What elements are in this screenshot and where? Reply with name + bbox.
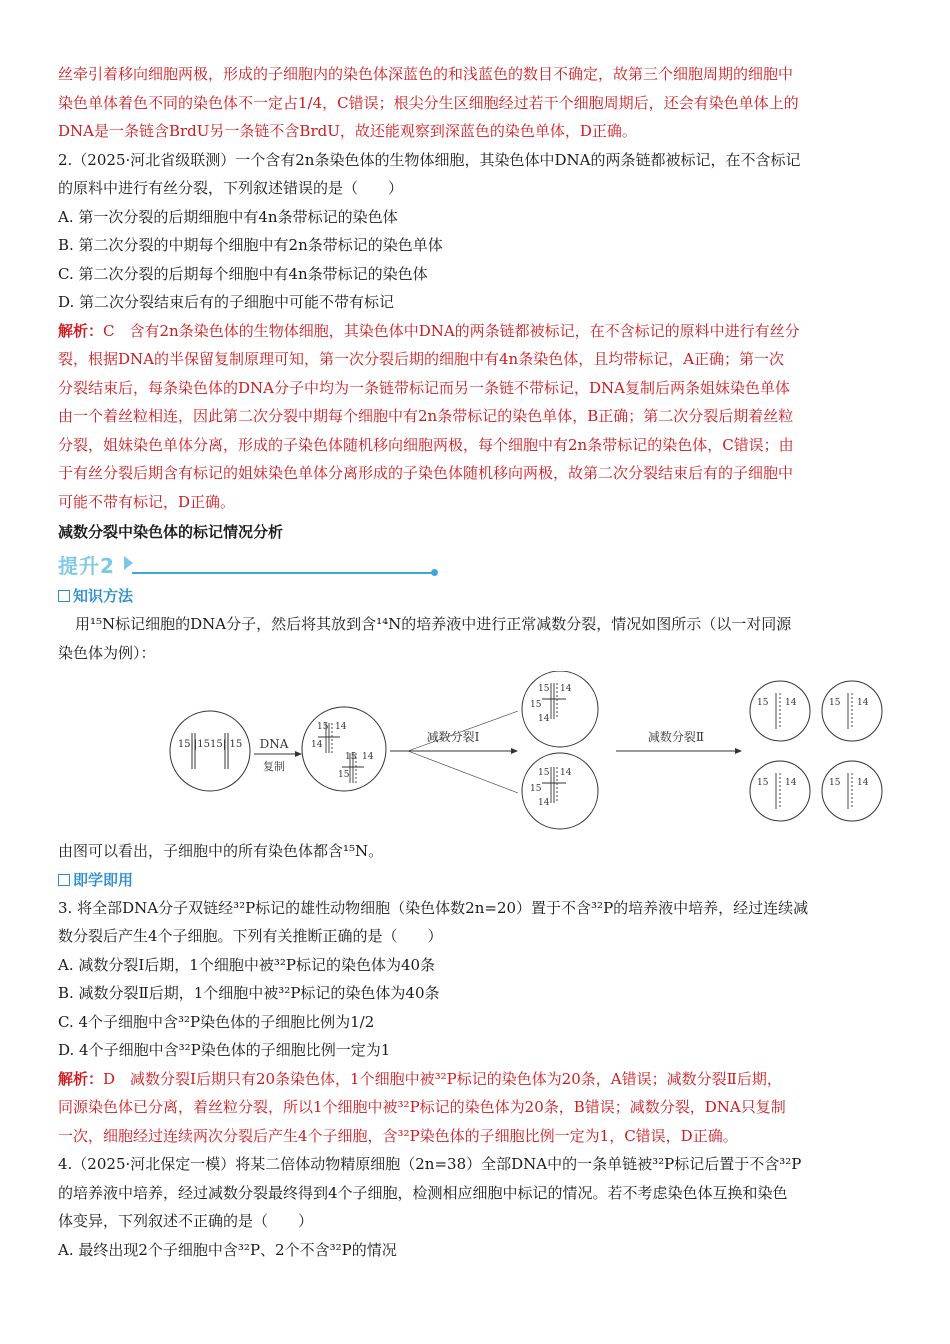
q4-stem-line: 体变异，下列叙述不正确的是（ ） <box>58 1212 314 1230</box>
q4-stem-line: 4.（2025·河北保定一模）将某二倍体动物精原细胞（2n=38）全部DNA中的一条单链被³²P标记后置于不含³²P <box>58 1155 802 1173</box>
diagram-conclusion: 由图可以看出，子细胞中的所有染色体都含¹⁵N。 <box>58 842 384 860</box>
q3-analysis-line: 一次，细胞经过连续两次分裂后产生4个子细胞，含³²P染色体的子细胞比例一定为1，C错误，D正确。 <box>58 1126 738 1145</box>
checkbox-square-icon <box>58 590 70 602</box>
knowledge-heading <box>58 582 894 610</box>
banner-rule <box>132 572 434 574</box>
gamete-cell <box>822 681 882 741</box>
connector-line <box>408 711 518 751</box>
banner-dot-icon <box>431 569 438 576</box>
intro-line: 染色单体着色不同的染色体不一定占1/4，C错误；根尖分生区细胞经过若干个细胞周期后，还会有染色单体上的 <box>58 93 799 112</box>
q3-option-d: D. 4个子细胞中含³²P染色体的子细胞比例一定为1 <box>58 1041 391 1059</box>
label-15: 15 <box>757 698 769 708</box>
triangle-right-icon <box>124 556 133 570</box>
label-15: 15 <box>345 752 357 762</box>
label-15: 15 <box>829 698 841 708</box>
q3-option-a: A. 减数分裂Ⅰ后期，1个细胞中被³²P标记的染色体为40条 <box>58 955 436 974</box>
label-14: 14 <box>538 714 550 724</box>
intro-line: 丝牵引着移向细胞两极，形成的子细胞内的染色体深蓝色的和浅蓝色的数目不确定，故第三个细胞周期的细胞中 <box>58 65 794 83</box>
q2-analysis-line: 分裂结束后，每条染色体的DNA分子中均为一条链带标记而另一条链不带标记，DNA复制后两条姐妹染色单体 <box>58 378 790 397</box>
q3-analysis-line <box>58 1065 894 1094</box>
label-14: 14 <box>857 698 869 708</box>
q3-option-b: B. 减数分裂Ⅱ后期，1个细胞中被³²P标记的染色体为40条 <box>58 984 440 1002</box>
tisheng-banner <box>58 548 894 582</box>
label-fuzhi: 复制 <box>263 760 285 773</box>
q2-option-c: C. 第二次分裂的后期每个细胞中有4n条带标记的染色体 <box>58 264 428 283</box>
q4-stem-line: 的培养液中培养，经过减数分裂最终得到4个子细胞，检测相应细胞中标记的情况。若不考虑染色体互换和染色 <box>58 1183 788 1202</box>
q3-option-c: C. 4个子细胞中含³²P染色体的子细胞比例为1/2 <box>58 1012 375 1031</box>
label-15: 15 <box>530 700 542 710</box>
label-14: 14 <box>785 698 797 708</box>
label-15: 15 <box>757 778 769 788</box>
label-14: 14 <box>857 778 869 788</box>
arrow-head-icon <box>295 751 302 757</box>
practice-heading-text: 即学即用 <box>73 870 134 889</box>
label-14: 14 <box>335 722 347 732</box>
gamete-cell <box>750 681 810 741</box>
label-15: 15 <box>538 768 550 778</box>
label-15: 15 <box>338 770 350 780</box>
knowledge-para-line: 染色体为例）： <box>58 643 156 662</box>
label-14: 14 <box>362 752 374 762</box>
label-14: 14 <box>311 740 323 750</box>
q3-stem-line: 3. 将全部DNA分子双链经³²P标记的雄性动物细胞（染色体数2n=20）置于不含³²P的培养液中培养，经过连续减 <box>58 898 809 917</box>
q2-option-d: D. 第二次分裂结束后有的子细胞中可能不带有标记 <box>58 293 395 311</box>
q3-analysis-text: D 减数分裂Ⅰ后期只有20条染色体，1个细胞中被³²P标记的染色体为20条，A错误；减数分裂Ⅱ后期， <box>103 1069 782 1088</box>
q3-stem-line: 数分裂后产生4个子细胞。下列有关推断正确的是（ ） <box>58 927 443 945</box>
q2-analysis-text: C 含有2n条染色体的生物体细胞，其染色体中DNA的两条链都被标记，在不含标记的原料中进行有丝分 <box>103 321 800 340</box>
label-14: 14 <box>538 798 550 808</box>
q2-analysis-line: 于有丝分裂后期含有标记的姐妹染色单体分离形成的子染色体随机移向两极，故第二次分裂结束后有的子细胞中 <box>58 464 794 482</box>
q2-analysis-line <box>58 317 894 346</box>
label-15: 15 <box>538 684 550 694</box>
q2-stem-line: 的原料中进行有丝分裂，下列叙述错误的是（ ） <box>58 179 404 197</box>
question-2 <box>58 146 894 517</box>
label-15: 15 <box>829 778 841 788</box>
q4-option-a: A. 最终出现2个子细胞中含³²P、2个不含³²P的情况 <box>58 1240 397 1259</box>
checkbox-square-icon <box>58 874 70 886</box>
arrow-head-icon <box>735 748 742 754</box>
meiosis-diagram <box>168 671 894 831</box>
q2-analysis-line: 可能不带有标记，D正确。 <box>58 492 236 511</box>
tisheng-label: 提升2 <box>58 554 115 578</box>
q2-analysis-line: 分裂，姐妹染色单体分离，形成的子染色体随机移向细胞两极，每个细胞中有2n条带标记的染色体，C错误；由 <box>58 435 794 454</box>
question-4 <box>58 1150 894 1264</box>
document-page <box>58 60 894 1264</box>
label-meiosis-1: 减数分裂Ⅰ <box>426 730 480 744</box>
q2-option-a: A. 第一次分裂的后期细胞中有4n条带标记的染色体 <box>58 207 398 226</box>
q2-analysis-line: 由一个着丝粒相连，因此第二次分裂中期每个细胞中有2n条带标记的染色单体，B正确；第二次分裂后期着丝粒 <box>58 407 794 425</box>
q3-analysis-line: 同源染色体已分离，着丝粒分裂，所以1个细胞中被³²P标记的染色体为20条，B错误；减数分裂，DNA只复制 <box>58 1098 786 1116</box>
label-14: 14 <box>785 778 797 788</box>
parent-cell-label: 15||1515||15 <box>177 739 243 750</box>
arrow-head-icon <box>511 748 518 754</box>
intro-block <box>58 60 894 146</box>
label-14: 14 <box>560 684 572 694</box>
meiosis-diagram-svg <box>168 671 888 831</box>
label-14: 14 <box>560 768 572 778</box>
connector-line <box>408 751 518 793</box>
q2-stem-line: 2.（2025·河北省级联测）一个含有2n条染色体的生物体细胞，其染色体中DNA的两条链都被标记，在不含标记 <box>58 150 801 169</box>
intro-line: DNA是一条链含BrdU另一条链不含BrdU，故还能观察到深蓝色的染色单体，D正确。 <box>58 122 637 140</box>
question-3 <box>58 894 894 1151</box>
label-15: 15 <box>317 722 329 732</box>
knowledge-heading-text: 知识方法 <box>73 587 134 605</box>
q2-analysis-line: 裂，根据DNA的半保留复制原理可知，第一次分裂后期的细胞中有4n条染色体，且均带标记，A正确；第一次 <box>58 350 785 368</box>
knowledge-para-line: 用¹⁵N标记细胞的DNA分子，然后将其放到含¹⁴N的培养液中进行正常减数分裂，情况如图所示（以一对同源 <box>75 615 792 633</box>
gamete-cell <box>822 761 882 821</box>
section-title: 减数分裂中染色体的标记情况分析 <box>58 523 284 541</box>
parent-cell-circle <box>170 711 250 791</box>
label-15: 15 <box>530 784 542 794</box>
gamete-cell <box>750 761 810 821</box>
q2-analysis-label: 解析： <box>58 321 104 340</box>
label-dna: DNA <box>259 737 289 751</box>
q2-option-b: B. 第二次分裂的中期每个细胞中有2n条带标记的染色单体 <box>58 236 443 254</box>
label-meiosis-2: 减数分裂Ⅱ <box>647 730 705 744</box>
q3-analysis-label: 解析： <box>58 1069 104 1088</box>
practice-heading <box>58 866 894 894</box>
